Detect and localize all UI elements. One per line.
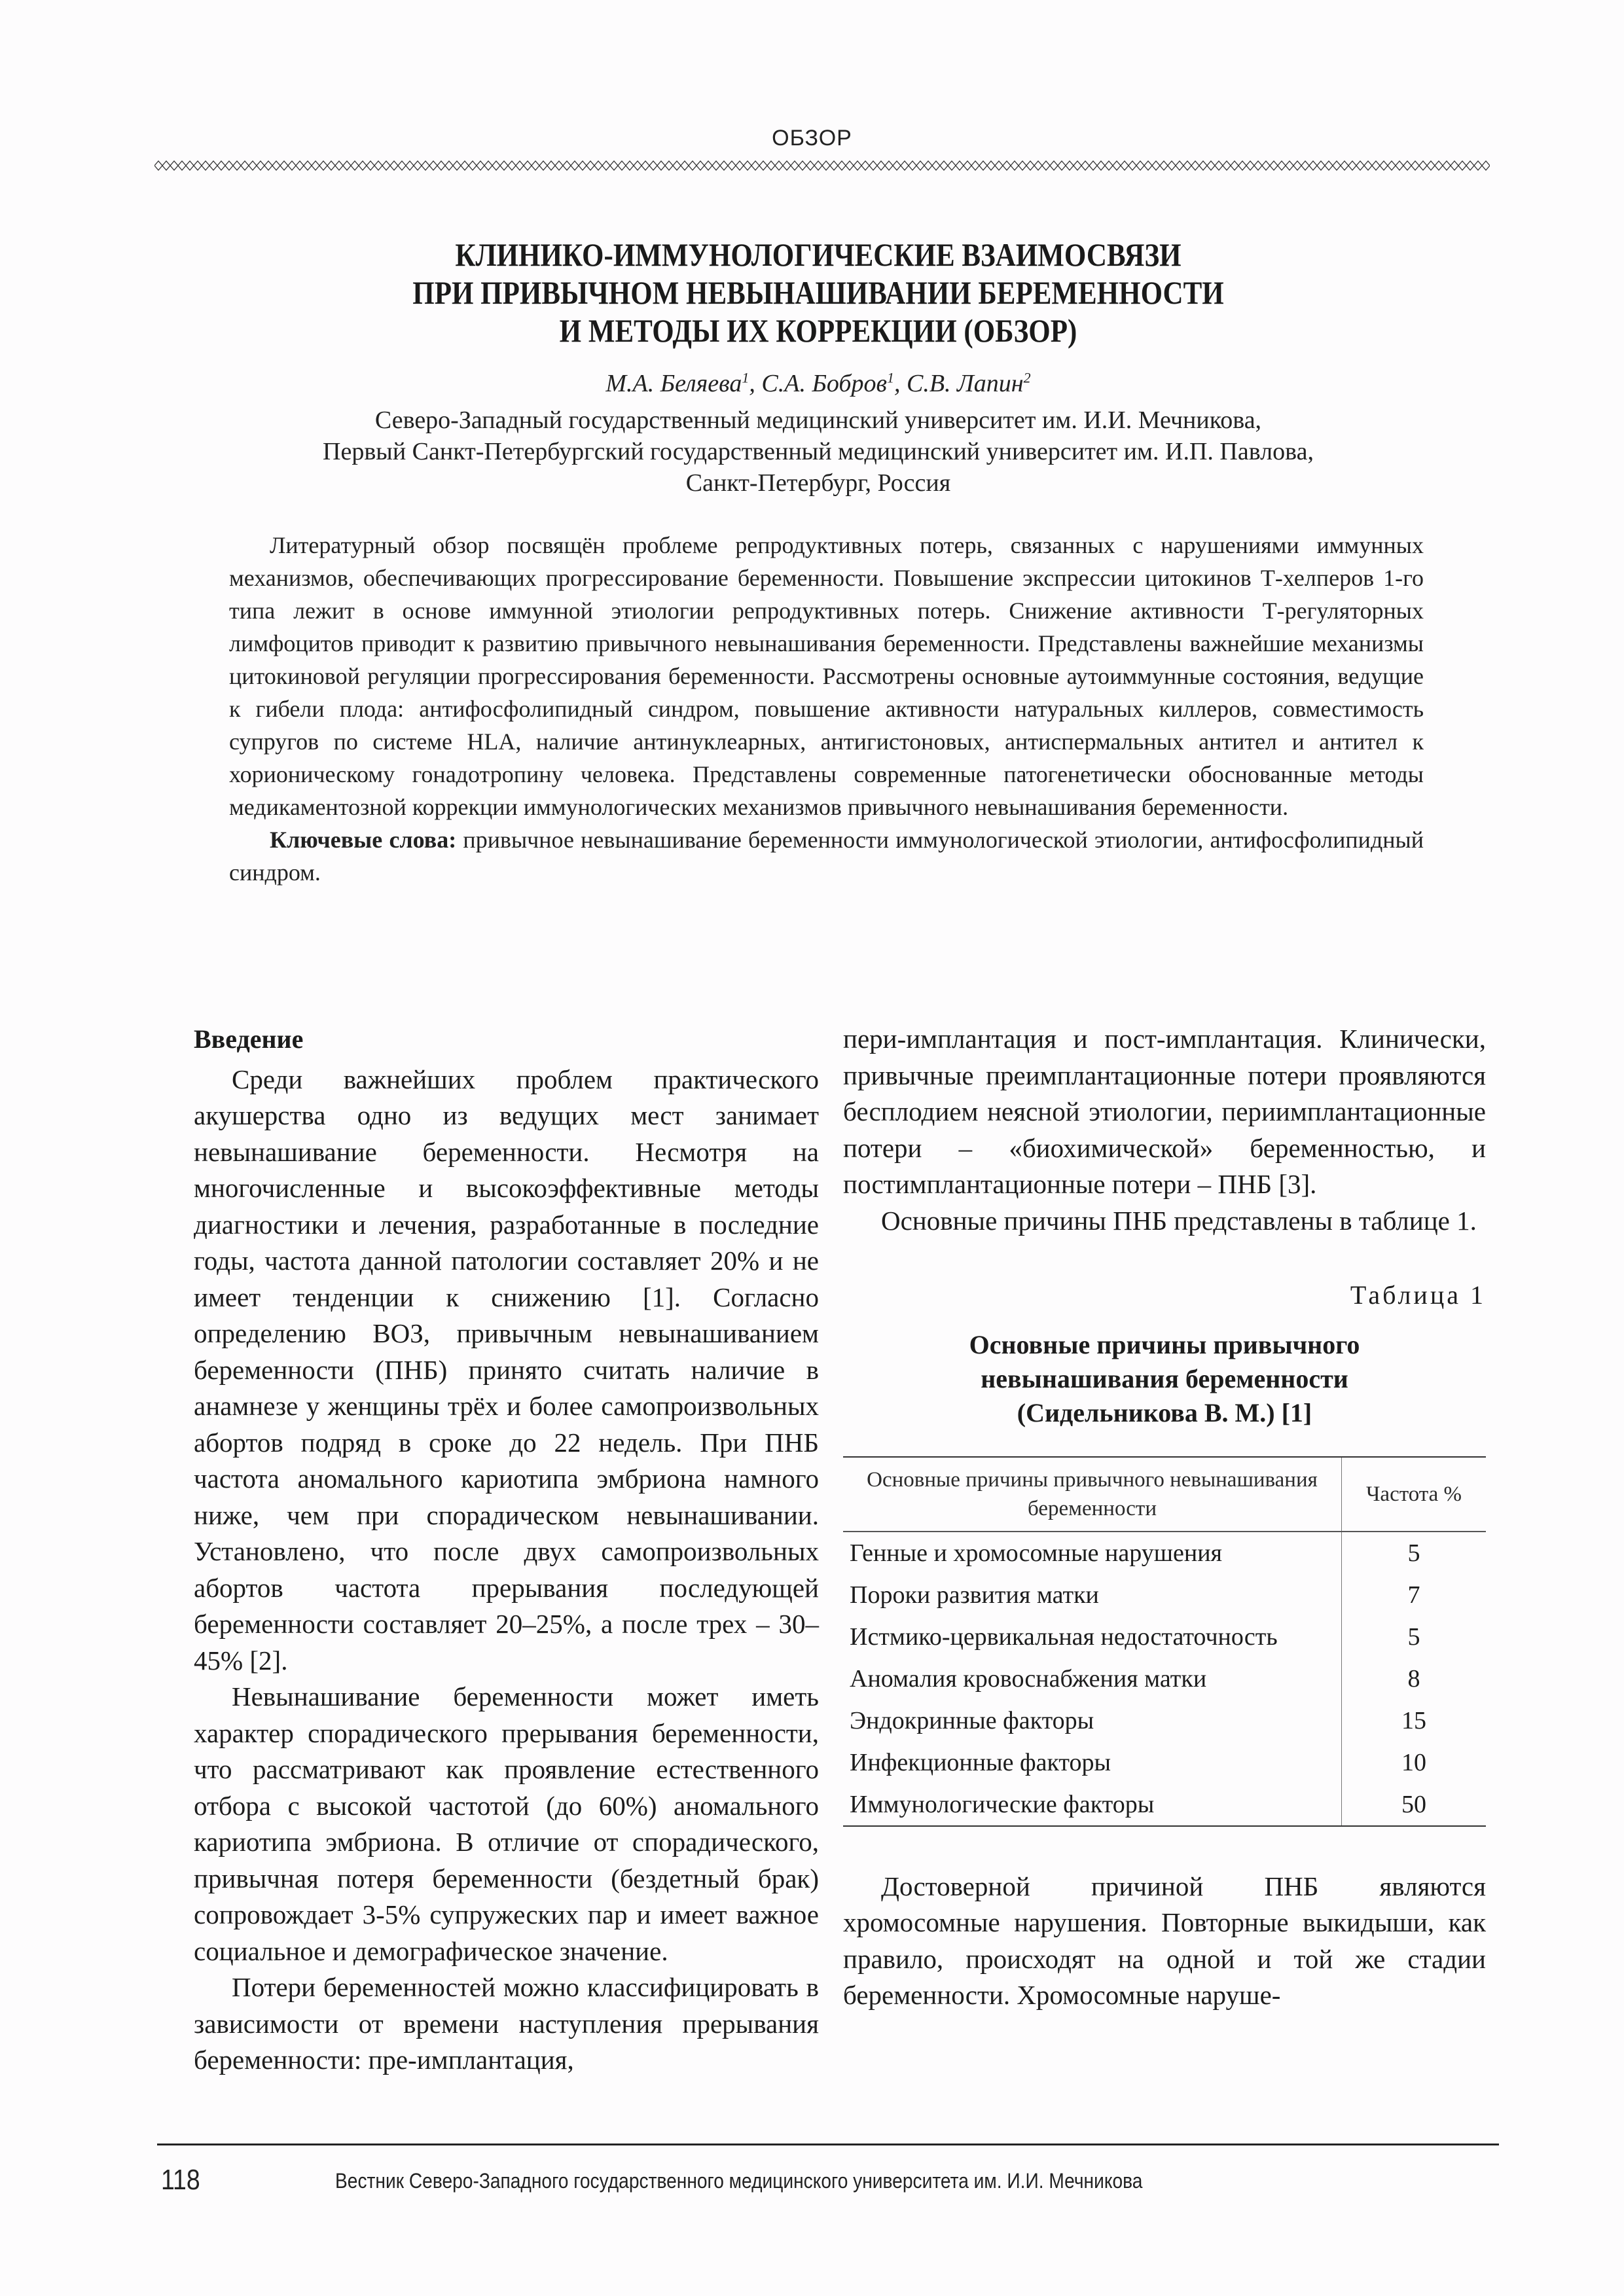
table-header-row	[843, 1457, 1486, 1532]
table-row	[843, 1700, 1486, 1742]
table-row	[843, 1784, 1486, 1826]
cause-cell: Иммунологические факторы	[843, 1784, 1342, 1826]
table-row	[843, 1616, 1486, 1658]
affiliation-line: Санкт-Петербург, Россия	[685, 469, 951, 497]
frequency-cell: 10	[1342, 1742, 1487, 1784]
table-row	[843, 1574, 1486, 1616]
after-table-text	[843, 1869, 1486, 2014]
causes-table	[843, 1456, 1486, 1827]
cause-cell: Генные и хромосомные нарушения	[850, 1539, 1223, 1567]
table-title	[843, 1328, 1486, 1430]
keywords-label: Ключевые слова:	[270, 827, 457, 853]
frequency-cell: 15	[1342, 1700, 1487, 1742]
table-label: Таблица 1	[1350, 1280, 1486, 1310]
body-column-left	[194, 1021, 819, 2079]
author-name: С.А. Бобров	[761, 370, 887, 397]
table-title-line: (Сидельникова В. М.) [1]	[1017, 1397, 1312, 1427]
cause-cell: Инфекционные факторы	[850, 1748, 1111, 1776]
body-paragraph: Достоверной причиной ПНБ являются хромосомные нарушения. Повторные выкидыши, как правило, происходят на одной и той же стадии беременности. Хромосомные наруше-	[843, 1871, 1486, 2010]
body-paragraph: Среди важнейших проблем практического акушерства одно из ведущих мест занимает невынашивание беременности. Несмотря на многочисленные и высокоэффективные методы диагностики и лечения, разработанные в последние годы, частота данной патологии составляет 20% и не имеет тенденции к снижению [1]. Согласно определению ВОЗ, привычным невынашиванием беременности (ПНБ) принято считать наличие в анамнезе у женщины трёх и более самопроизвольных абортов подряд в сроке до 22 недель. При ПНБ частота аномального кариотипа эмбриона намного ниже, чем при спорадическом невынашивании. Установлено, что после двух самопроизвольных абортов частота прерывания последующей беременности составляет 20–25%, а после трех – 30–45% [2].	[194, 1064, 819, 1676]
cause-cell: Истмико-цервикальная недостаточность	[850, 1623, 1278, 1651]
column-header-cause: Основные причины привычного невынашивания беременности	[843, 1457, 1342, 1532]
page-number: 118	[161, 2164, 200, 2196]
section-label: ОБЗОР	[772, 126, 852, 151]
cause-cell: Эндокринные факторы	[850, 1706, 1094, 1734]
journal-name: Вестник Северо-Западного государственного медицинского университета им. И.И. Мечникова	[335, 2169, 1143, 2193]
keywords	[229, 823, 1424, 889]
title-line: ПРИ ПРИВЫЧНОМ НЕВЫНАШИВАНИИ БЕРЕМЕННОСТИ	[412, 274, 1224, 311]
frequency-cell: 50	[1342, 1784, 1487, 1826]
affiliations	[196, 404, 1440, 499]
authors: М.А. Беляева$^1$, С.А. Бобров$^1$, С.В. Лапин$^2$	[605, 369, 1031, 397]
frequency-cell: 5	[1342, 1616, 1487, 1658]
body-paragraph: Потери беременностей можно классифицировать в зависимости от времени наступления прерывания беременности: пре-имплантация,	[194, 1972, 819, 2075]
body-paragraph: Невынашивание беременности может иметь характер спорадического прерывания беременности, что рассматривают как проявление естественного отбора с высокой частотой (до 60%) аномального кариотипа эмбриона. В отличие от спорадического, привычная потеря беременности (бездетный брак) сопровождает 3-5% супружеских пар и имеет важное социальное и демографическое значение.	[194, 1681, 819, 1966]
body-paragraph: пери-имплантация и пост-имплантация. Клинически, привычные преимплантационные потери проявляются бесплодием неясной этиологии, периимплантационные потери – «биохимической» беременностью, и постимплантационные потери – ПНБ [3].	[843, 1024, 1486, 1199]
column-header-frequency: Частота %	[1342, 1457, 1487, 1532]
author-name: М.А. Беляева	[605, 370, 742, 397]
author-affiliation-mark: 1	[886, 369, 894, 386]
section-heading-introduction: Введение	[194, 1024, 304, 1054]
body-column-right	[843, 1021, 1486, 2014]
frequency-cell: 8	[1342, 1658, 1487, 1700]
affiliation-line: Первый Санкт-Петербургский государственный медицинский университет им. И.П. Павлова,	[323, 438, 1314, 465]
table-title-line: Основные причины привычного	[969, 1329, 1360, 1359]
article-title	[283, 236, 1353, 350]
body-paragraph: Основные причины ПНБ представлены в таблице 1.	[881, 1205, 1477, 1236]
keywords-text: привычное невынашивание беременности иммунологической этиологии, антифосфолипидный синдром.	[229, 827, 1424, 886]
table-row	[843, 1532, 1486, 1574]
title-line: КЛИНИКО-ИММУНОЛОГИЧЕСКИЕ ВЗАИМОСВЯЗИ	[455, 236, 1182, 273]
author-affiliation-mark: 2	[1023, 369, 1031, 386]
table-title-line: невынашивания беременности	[981, 1363, 1348, 1393]
footer-divider	[157, 2144, 1499, 2145]
title-line: И МЕТОДЫ ИХ КОРРЕКЦИИ (ОБЗОР)	[559, 312, 1077, 349]
cause-cell: Аномалия кровоснабжения матки	[850, 1664, 1207, 1693]
author-affiliation-mark: 1	[742, 369, 749, 386]
affiliation-line: Северо-Западный государственный медицинский университет им. И.И. Мечникова,	[374, 406, 1262, 434]
table-row	[843, 1742, 1486, 1784]
author-name: С.В. Лапин	[906, 370, 1024, 397]
abstract-text: Литературный обзор посвящён проблеме репродуктивных потерь, связанных с нарушениями иммунных механизмов, обеспечивающих прогрессирование беременности. Повышение экспрессии цитокинов Т-хелперов 1-го типа лежит в основе иммунной этиологии репродуктивных потерь. Снижение активности Т-регуляторных лимфоцитов приводит к развитию привычного невынашивания беременности. Представлены важнейшие механизмы цитокиновой регуляции прогрессирования беременности. Рассмотрены основные аутоиммунные состояния, ведущие к гибели плода: антифосфолипидный синдром, повышение активности натуральных киллеров, совместимость супругов по системе HLA, наличие антинуклеарных, антигистоновых, антиспермальных антител и антител к хорионическому гонадотропину человека. Представлены современные патогенетически обоснованные методы медикаментозной коррекции иммунологических механизмов привычного невынашивания беременности.	[229, 532, 1424, 820]
abstract	[229, 529, 1424, 889]
table-row	[843, 1658, 1486, 1700]
diamond-chain-ornament-icon	[154, 159, 1490, 172]
cause-cell: Пороки развития матки	[850, 1581, 1099, 1609]
title-block	[196, 236, 1440, 499]
frequency-cell: 7	[1342, 1574, 1487, 1616]
frequency-cell: 5	[1342, 1532, 1487, 1574]
